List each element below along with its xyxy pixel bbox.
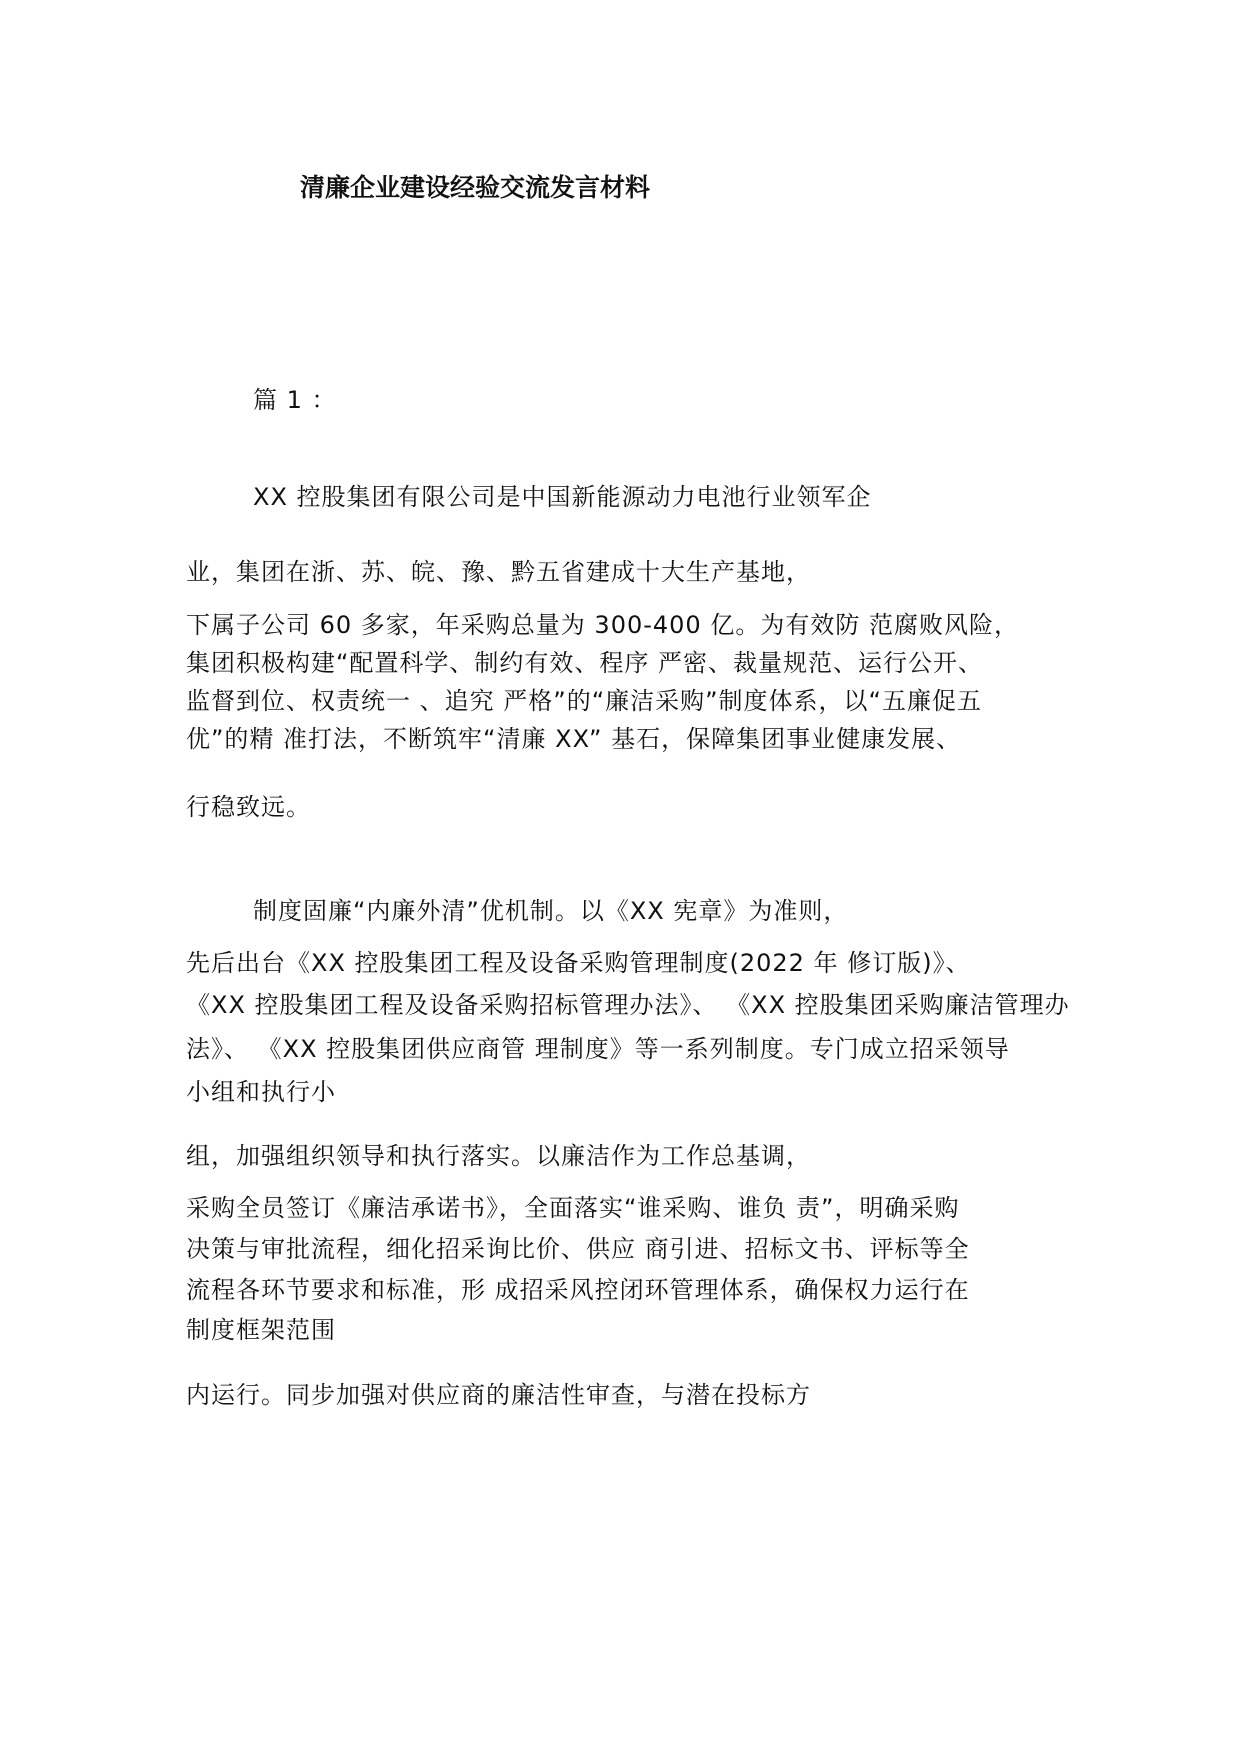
paragraph-line: 优”的精 准打法，不断筑牢“清廉 XX” 基石，保障集团事业健康发展、 bbox=[186, 725, 962, 753]
paragraph-line: 小组和执行小 bbox=[186, 1078, 336, 1106]
section-label: 篇 1 ： bbox=[253, 386, 337, 414]
paragraph-line: XX 控股集团有限公司是中国新能源动力电池行业领军企 bbox=[253, 483, 872, 511]
paragraph-line: 行稳致远。 bbox=[186, 793, 311, 821]
paragraph-line: 流程各环节要求和标准，形 成招采风控闭环管理体系，确保权力运行在 bbox=[186, 1276, 970, 1304]
paragraph-line: 监督到位、权责统一 、追究 严格”的“廉洁采购”制度体系，以“五廉促五 bbox=[186, 687, 982, 715]
paragraph-line: 采购全员签订《廉洁承诺书》，全面落实“谁采购、谁负 责”，明确采购 bbox=[186, 1194, 960, 1222]
paragraph-line: 组，加强组织领导和执行落实。以廉洁作为工作总基调， bbox=[186, 1142, 811, 1170]
paragraph-line: 集团积极构建“配置科学、制约有效、程序 严密、裁量规范、运行公开、 bbox=[186, 649, 984, 677]
document-title: 清廉企业建设经验交流发言材料 bbox=[300, 173, 651, 202]
paragraph-line: 制度框架范围 bbox=[186, 1316, 336, 1344]
paragraph-line: 制度固廉“内廉外清”优机制。以《XX 宪章》为准则， bbox=[253, 897, 849, 925]
paragraph-line: 下属子公司 60 多家，年采购总量为 300-400 亿。为有效防 范腐败风险， bbox=[186, 611, 1019, 639]
paragraph-line: 《XX 控股集团工程及设备采购招标管理办法》、 《XX 控股集团采购廉洁管理办 bbox=[186, 991, 1070, 1019]
paragraph-line: 决策与审批流程，细化招采询比价、供应 商引进、招标文书、评标等全 bbox=[186, 1235, 970, 1263]
paragraph-line: 内运行。同步加强对供应商的廉洁性审查，与潜在投标方 bbox=[186, 1381, 811, 1409]
paragraph-line: 法》、 《XX 控股集团供应商管 理制度》等一系列制度。专门成立招采领导 bbox=[186, 1035, 1010, 1063]
paragraph-line: 先后出台《XX 控股集团工程及设备采购管理制度(2022 年 修订版)》、 bbox=[186, 949, 971, 977]
paragraph-line: 业，集团在浙、苏、皖、豫、黔五省建成十大生产基地， bbox=[186, 558, 811, 586]
